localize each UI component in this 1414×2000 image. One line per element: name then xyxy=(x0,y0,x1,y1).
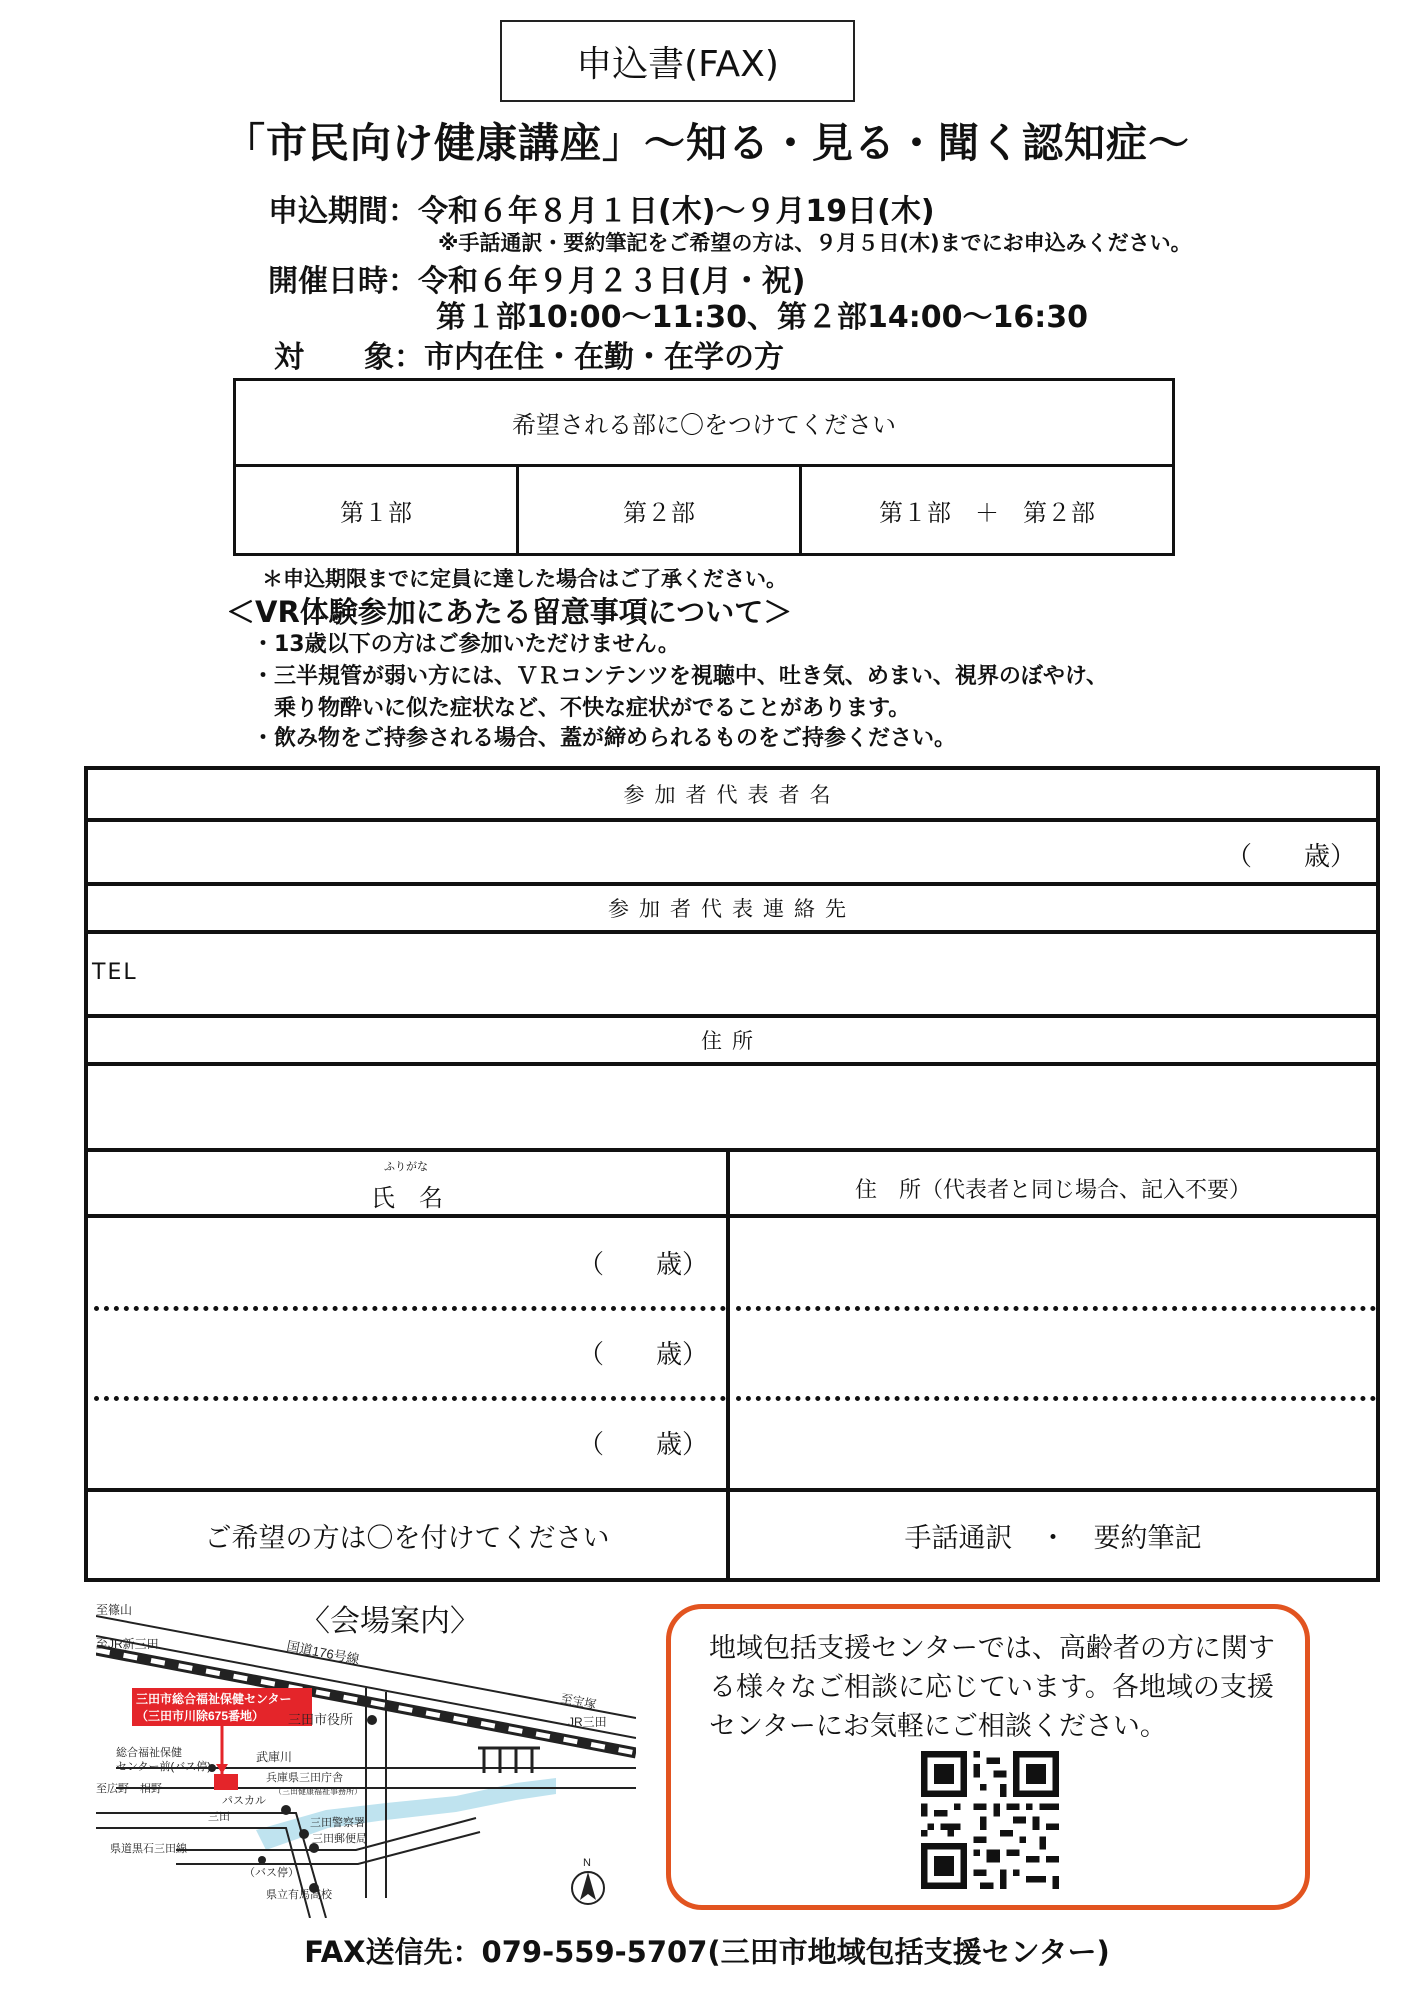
dotted-divider xyxy=(94,1396,726,1401)
participant-name-field[interactable] xyxy=(88,1402,726,1486)
label-city-hall: 三田市役所 xyxy=(288,1712,354,1727)
rep-name-field[interactable] xyxy=(88,822,1376,882)
venue-address: （三田市川除675番地） xyxy=(136,1709,265,1723)
form-type-box xyxy=(500,20,855,102)
date-value: 令和６年９月２３日(月・祝) xyxy=(418,264,806,299)
label-jr-shinsanda: 至JR新三田 xyxy=(96,1637,159,1651)
map-title: 〈会場案内〉 xyxy=(300,1604,480,1639)
form-type: 申込書(FAX) xyxy=(576,43,779,85)
city-hall-marker xyxy=(367,1715,377,1725)
session-option-1[interactable]: 第１部 xyxy=(236,467,519,553)
period-note: ※手話通訳・要約筆記をご希望の方は、９月５日(木)までにお申込みください。 xyxy=(438,231,1192,255)
application-form xyxy=(84,766,1380,1582)
notice-text: 地域包括支援センターでは、高齢者の方に関する様々なご相談に応じています。各地域の支援センターにお気軽にご相談ください。 xyxy=(709,1633,1275,1742)
participant-age: （ 歳） xyxy=(577,1340,708,1370)
date-sessions: 第１部10:00〜11:30、第２部14:00〜16:30 xyxy=(436,300,1088,335)
venue-map xyxy=(96,1598,636,1918)
period-label: 申込期間： xyxy=(268,194,418,229)
vr-note-item: 乗り物酔いに似た症状など、不快な症状がでることがあります。 xyxy=(252,696,911,721)
label-police: 三田警察署 xyxy=(310,1817,365,1829)
label-takarazuka: 至宝塚 xyxy=(559,1691,598,1712)
svg-text:N: N xyxy=(583,1857,591,1869)
qr-code-icon[interactable] xyxy=(921,1751,1059,1889)
label-jr-sanda: JR三田 xyxy=(568,1715,607,1729)
vr-notes-heading: ＜VR体験参加にあたる留意事項について＞ xyxy=(226,595,793,629)
rep-age: （ 歳） xyxy=(1225,842,1356,872)
bus-stop-2-marker xyxy=(258,1856,266,1864)
request-label: ご希望の方は〇を付けてください xyxy=(204,1522,610,1554)
tel-label: TEL xyxy=(92,960,138,985)
label-post-office: 三田郵便局 xyxy=(312,1833,367,1845)
period-row xyxy=(268,186,935,230)
capacity-note: ＊申込期限までに定員に達した場合はご了承ください。 xyxy=(262,567,787,591)
label-pref-office: 兵庫県三田庁舎 xyxy=(266,1772,343,1784)
label-sasayama: 至篠山 xyxy=(96,1603,133,1617)
date-label: 開催日時： xyxy=(268,264,418,299)
label-hirono: 至広野・相野 xyxy=(96,1783,162,1795)
rep-contact-label: 参加者代表連絡先 xyxy=(608,897,856,921)
support-center-notice xyxy=(666,1604,1310,1910)
participant-address-field[interactable] xyxy=(730,1218,1376,1486)
address-column-label: 住 所（代表者と同じ場合、記入不要） xyxy=(854,1177,1251,1203)
column-divider xyxy=(726,1152,730,1578)
venue-name: 三田市総合福祉保健センター xyxy=(136,1692,292,1706)
address-label: 住所 xyxy=(701,1029,763,1053)
label-arima-hs: 県立有馬高校 xyxy=(266,1889,332,1901)
address-header xyxy=(88,1018,1376,1062)
bridge xyxy=(478,1748,540,1773)
address-field[interactable] xyxy=(88,1066,1376,1148)
target-label: 対 象： xyxy=(274,340,424,375)
label-bus-stop-1b: センター前(バス停) xyxy=(116,1761,211,1773)
rep-name-label: 参加者代表者名 xyxy=(623,783,841,807)
north-arrow-icon xyxy=(572,1857,604,1904)
session-option-2[interactable]: 第２部 xyxy=(519,467,802,553)
fax-destination: FAX送信先：079-559-5707(三田市地域包括支援センター) xyxy=(304,1935,1110,1969)
address-column-header xyxy=(730,1152,1376,1214)
label-bus-stop-2: （バス停） xyxy=(244,1867,299,1879)
target-value: 市内在住・在勤・在学の方 xyxy=(424,340,784,375)
request-label-cell xyxy=(88,1492,726,1578)
page-title: 「市民向け健康講座」〜知る・見る・聞く認知症〜 xyxy=(224,119,1190,167)
label-bus-stop-1a: 総合福祉保健 xyxy=(116,1747,182,1759)
label-health-office: （三田健康福祉事務所） xyxy=(274,1787,362,1796)
session-choice-header: 希望される部に〇をつけてください xyxy=(236,381,1172,467)
participant-age: （ 歳） xyxy=(577,1250,708,1280)
participant-age: （ 歳） xyxy=(577,1430,708,1460)
vr-note-item: ・三半規管が弱い方には、ＶＲコンテンツを視聴中、吐き気、めまい、視界のぼやけ、 xyxy=(252,664,1109,689)
label-kurokishi: 県道黒石三田線 xyxy=(110,1843,187,1855)
furigana-label: ふりがな xyxy=(384,1160,428,1173)
name-column-header xyxy=(88,1152,726,1214)
period-value: 令和６年８月１日(木)〜９月19日(木) xyxy=(418,194,935,229)
label-muko: 武庫川 xyxy=(256,1750,293,1764)
label-sanda: 三田 xyxy=(208,1811,230,1823)
request-options-cell[interactable] xyxy=(730,1492,1376,1578)
session-option-both[interactable]: 第１部 ＋ 第２部 xyxy=(879,498,1095,527)
vr-note-item: ・13歳以下の方はご参加いただけません。 xyxy=(252,632,680,657)
label-route176: 国道176号線 xyxy=(285,1638,361,1668)
rep-contact-header xyxy=(88,886,1376,930)
target-row xyxy=(274,332,784,376)
session-choice-table xyxy=(233,378,1175,556)
request-options: 手話通訳 ・ 要約筆記 xyxy=(904,1522,1202,1554)
participant-name-field[interactable] xyxy=(88,1312,726,1396)
pref-office-marker xyxy=(281,1805,291,1815)
venue-marker xyxy=(214,1774,238,1790)
vr-note-item: ・飲み物をご持参される場合、蓋が締められるものをご持参ください。 xyxy=(252,726,957,751)
dotted-divider xyxy=(94,1306,726,1311)
rep-name-header xyxy=(88,770,1376,818)
participant-name-field[interactable] xyxy=(88,1218,726,1304)
label-pascal: パスカル xyxy=(222,1795,266,1807)
tel-field[interactable] xyxy=(88,934,1376,1014)
police-marker xyxy=(299,1829,309,1839)
name-label: 氏 名 xyxy=(371,1184,443,1212)
